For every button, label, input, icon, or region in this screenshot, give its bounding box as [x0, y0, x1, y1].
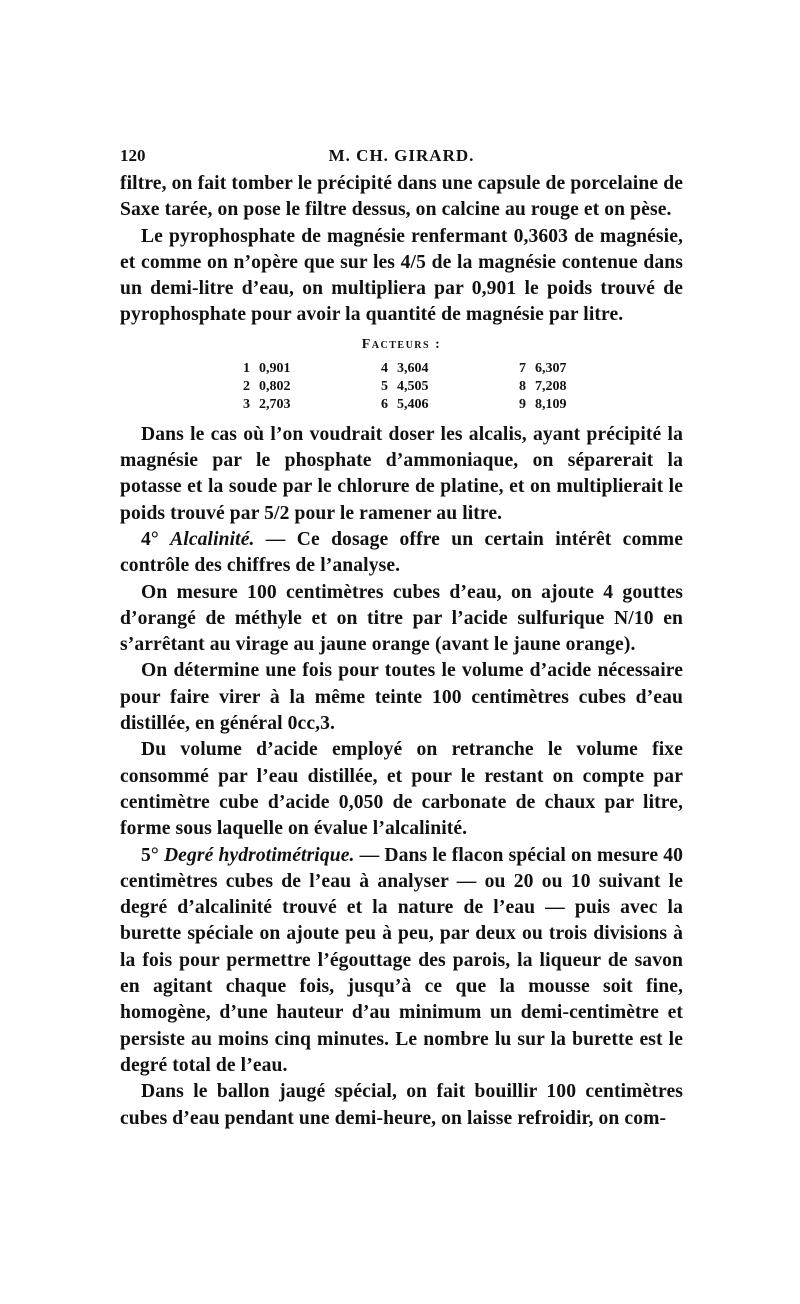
factor-value: 2,703	[259, 396, 291, 412]
factor-cell	[366, 396, 504, 414]
section-number: 4°	[141, 528, 159, 550]
section-text: — Ce dosage offre un certain intérêt comme contrôle des chiffres de l’analyse.	[120, 528, 683, 577]
paragraph-filtre: filtre, on fait tomber le précipité dans une capsule de porcelaine de Saxe tarée, on pose le filtre dessus, on calcine au rouge et on pèse.	[120, 173, 683, 221]
factor-cell	[504, 360, 642, 378]
running-title: M. CH. GIRARD.	[328, 146, 475, 165]
paragraph-volume: Du volume d’acide employé on retranche le volume fixe consommé par l’eau distillée, et pour le restant on compte par centimètre cube d’acide 0,050 de carbonate de chaux par litre, forme sous laquelle on évalue l’alcalinité.	[120, 739, 683, 840]
paragraph-determine: On détermine une fois pour toutes le volume d’acide nécessaire pour faire virer à la même teinte 100 centimètres cubes d’eau distillée, en général 0cc,3.	[120, 660, 683, 735]
paragraph-ballon: Dans le ballon jaugé spécial, on fait bouillir 100 centimètres cubes d’eau pendant une demi-heure, on laisse refroidir, on com-	[120, 1081, 683, 1129]
factor-value: 4,505	[397, 378, 429, 394]
factor-cell	[228, 396, 366, 414]
factor-cell	[504, 396, 642, 414]
factor-number: 7	[519, 360, 526, 376]
running-head	[120, 146, 683, 168]
factor-cell	[366, 378, 504, 396]
factor-number: 1	[243, 360, 250, 376]
paragraph-alcalinite	[120, 527, 683, 580]
factor-value: 7,208	[535, 378, 567, 394]
section-text: — Dans le flacon spécial on mesure 40 centimètres cubes de l’eau à analyser — ou 20 ou 10 suivant le degré d’alcalinité trouvé et la nature de l’eau — puis avec la burette spéciale on ajoute peu à peu, par deux ou trois divisions à la fois pour permettre l’égouttage des parois, la liqueur de savon en agitant chaque fois, jusqu’à ce que la mousse soit fine, homogène, d’une hauteur d’au minimum un demi-centimètre et persiste au moins cinq minutes. Le nombre lu sur la burette est le degré total de l’eau.	[120, 844, 683, 1076]
factor-number: 4	[381, 360, 388, 376]
factor-value: 0,802	[259, 378, 291, 394]
factor-number: 9	[519, 396, 526, 412]
factor-value: 6,307	[535, 360, 567, 376]
section-title-alcalinite: Alcalinité.	[170, 528, 255, 550]
factor-cell	[228, 378, 366, 396]
factor-number: 5	[381, 378, 388, 394]
factor-cell	[504, 378, 642, 396]
page-number: 120	[120, 146, 146, 165]
factors-table	[120, 337, 683, 414]
factor-value: 3,604	[397, 360, 429, 376]
paragraph-pyrophosphate: Le pyrophosphate de magnésie renfermant 0,3603 de magnésie, et comme on n’opère que sur les 4/5 de la magnésie contenue dans un demi-litre d’eau, on multipliera par 0,901 le poids trouvé de pyrophosphate pour avoir la quantité de magnésie par litre.	[120, 225, 683, 326]
paragraph-hydrotimetrique	[120, 843, 683, 1080]
section-title-hydrotimetrique: Degré hydrotimétrique.	[163, 844, 355, 866]
section-number: 5°	[141, 844, 159, 866]
factors-grid	[228, 360, 683, 414]
factor-number: 6	[381, 396, 388, 412]
factors-title: Facteurs :	[361, 336, 442, 352]
factor-number: 2	[243, 378, 250, 394]
paragraph-alcalis: Dans le cas où l’on voudrait doser les alcalis, ayant précipité la magnésie par le phosphate d’ammoniaque, on séparerait la potasse et la soude par le chlorure de platine, et on multiplierait le poids trouvé par 5/2 pour le ramener au litre.	[120, 423, 683, 524]
factor-cell	[366, 360, 504, 378]
body-text	[120, 171, 683, 1132]
factor-number: 3	[243, 396, 250, 412]
factor-cell	[228, 360, 366, 378]
factor-value: 0,901	[259, 360, 291, 376]
factor-value: 5,406	[397, 396, 429, 412]
factor-value: 8,109	[535, 396, 567, 412]
factor-number: 8	[519, 378, 526, 394]
paragraph-mesure: On mesure 100 centimètres cubes d’eau, on ajoute 4 gouttes d’orangé de méthyle et on titre par l’acide sulfurique N/10 en s’arrêtant au virage au jaune orange (avant le jaune orange).	[120, 581, 683, 656]
